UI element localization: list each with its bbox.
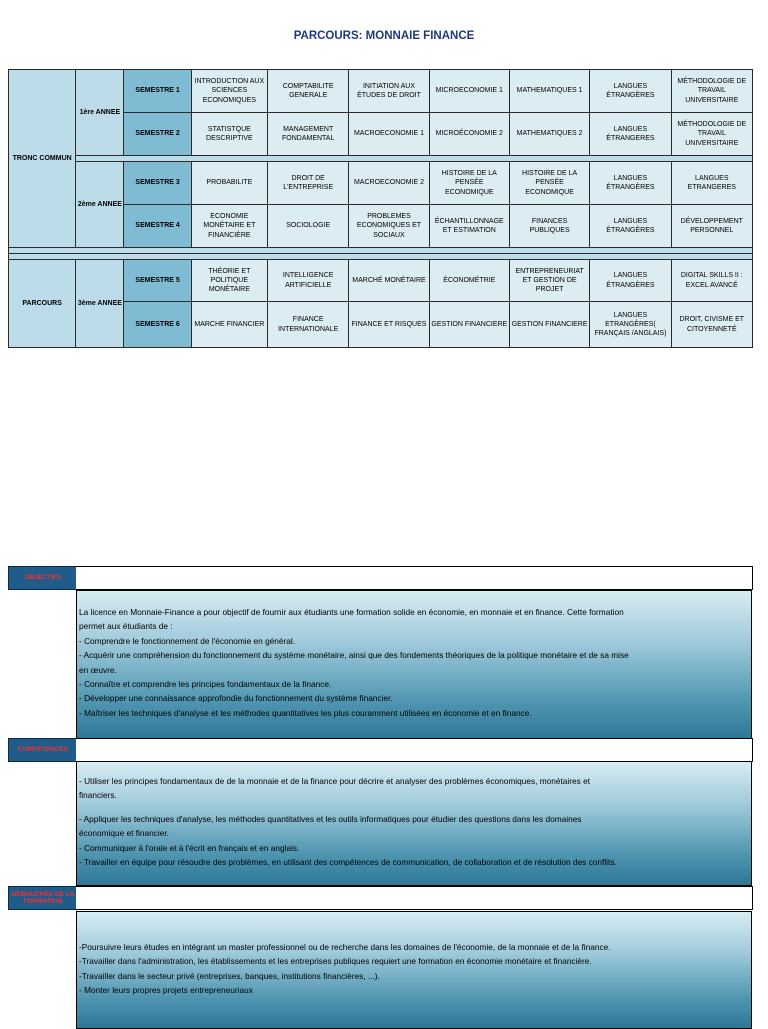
course-cell: COMPTABILITE GENERALE	[268, 70, 349, 113]
course-cell: INTRODUCTION AUX SCIENCES ECONOMIQUES	[191, 70, 267, 113]
debouches-line: -Travailler dans le secteur privé (entreprises, banques, institutions financières, ...).	[79, 970, 380, 981]
bloc-label-tronc: TRONC COMMUN	[9, 70, 76, 248]
competences-line: - Communiquer à l'orale et à l'écrit en français et en anglais.	[79, 842, 300, 853]
objectifs-line: - Connaître et comprendre les principes fondamentaux de la finance.	[79, 679, 332, 690]
course-cell: MÉTHODOLOGIE DE TRAVAIL UNIVERSITAIRE	[671, 70, 752, 113]
objectifs-line: - Acquérir une compréhension du fonctionnement du système monétaire, ainsi que des fondements théoriques de la politique monétaire et de sa mise	[79, 650, 629, 661]
course-cell: GESTION FINANCIERE	[429, 302, 509, 348]
objectifs-line: - Développer une connaissance approfondie du fonctionnement du système financier.	[79, 693, 393, 704]
course-cell: LANGUES ETRANGERES	[671, 162, 752, 205]
course-cell: LANGUES ÉTRANGÈRES	[590, 205, 671, 248]
course-cell: DIGITAL SKILLS II : EXCEL AVANCÉ	[671, 260, 752, 302]
course-cell: THÉORIE ET POLITIQUE MONÉTAIRE	[191, 260, 267, 302]
bloc-label-parcours: PARCOURS	[9, 260, 76, 348]
curriculum-table	[8, 69, 753, 348]
course-cell: ECONOMIE MONÉTAIRE ET FINANCIÈRE	[191, 205, 267, 248]
course-cell: MATHEMATIQUES 2	[509, 113, 589, 156]
semester-label: SEMESTRE 1	[124, 70, 191, 113]
page-title: PARCOURS: MONNAIE FINANCE	[293, 30, 475, 42]
objectifs-label-strip	[76, 566, 753, 590]
competences-box	[76, 761, 752, 886]
objectifs-line: en œuvre.	[79, 664, 117, 675]
course-cell: LANGUES ETRANGÈRES( FRANÇAIS /ANGLAIS)	[590, 302, 671, 348]
course-cell: ENTREPRENEURIAT ET GESTION DE PROJET	[509, 260, 589, 302]
course-cell: MACROECONOMIE 2	[349, 162, 429, 205]
course-cell: ÉCHANTILLONNAGE ET ESTIMATION	[429, 205, 509, 248]
debouches-label: DÉBOUCHÉS DE LA FORMATION	[8, 886, 78, 910]
competences-line: économique et financier.	[79, 828, 169, 839]
debouches-label-strip	[76, 886, 753, 910]
competences-line: - Appliquer les techniques d'analyse, les méthodes quantitatives et les outils informatiques pour étudier des questions dans les domaines	[79, 813, 582, 824]
course-cell: DROIT DE L'ENTREPRISE	[268, 162, 349, 205]
semester-label: SEMESTRE 4	[124, 205, 191, 248]
semester-label: SEMESTRE 5	[124, 260, 191, 302]
table-row	[9, 70, 753, 113]
course-cell: MATHEMATIQUES 1	[509, 70, 589, 113]
objectifs-line: - Maîtriser les techniques d'analyse et les méthodes quantitatives les plus couramment utilisées en économie et en finance.	[79, 707, 532, 718]
course-cell: MICROÉCONOMIE 2	[429, 113, 509, 156]
semester-label: SEMESTRE 2	[124, 113, 191, 156]
course-cell: MARCHÉ MONÉTAIRE	[349, 260, 429, 302]
competences-line: - Utiliser les principes fondamentaux de de la monnaie et de la finance pour décrire et analyser des problèmes économiques, monétaires et	[79, 776, 590, 786]
debouches-line: - Monter leurs propres projets entrepreneuriaux	[79, 985, 253, 996]
course-cell: DROIT, CIVISME ET CITOYENNETÉ	[671, 302, 752, 348]
course-cell: FINANCE ET RISQUES	[349, 302, 429, 348]
course-cell: INTELLIGENCE ARTIFICIELLE	[268, 260, 349, 302]
course-cell: MARCHE FINANCIER	[191, 302, 267, 348]
course-cell: MANAGEMENT FONDAMENTAL	[268, 113, 349, 156]
course-cell: MICROECONOMIE 1	[429, 70, 509, 113]
objectifs-box	[76, 590, 752, 740]
objectifs-line: - Comprendre le fonctionnement de l'économie en général.	[79, 635, 296, 646]
competences-line: - Travailler en équipe pour résoudre des problèmes, en utilisant des compétences de communication, de collaboration et de résolution des conflits.	[79, 857, 617, 868]
debouches-box	[76, 911, 752, 1029]
course-cell: LANGUES ÉTRANGÈRES	[590, 162, 671, 205]
course-cell: MACROECONOMIE 1	[349, 113, 429, 156]
course-cell: STATISTQUE DESCRIPTIVE	[191, 113, 267, 156]
course-cell: HISTOIRE DE LA PENSÉE ECONOMIQUE	[509, 162, 589, 205]
course-cell: INITIATION AUX ÉTUDES DE DROIT	[349, 70, 429, 113]
debouches-line: -Travailler dans l'administration, les établissements et les entreprises publiques requiert une formation en économie monétaire et financière.	[79, 956, 592, 967]
course-cell: SOCIOLOGIE	[268, 205, 349, 248]
objectifs-line: La licence en Monnaie-Finance a pour objectif de fournir aux étudiants une formation solide en économie, en monnaie et en finance. Cette formation	[79, 607, 624, 617]
course-cell: PROBLEMES ECONOMIQUES ET SOCIAUX	[349, 205, 429, 248]
competences-label-strip	[76, 738, 753, 762]
course-cell: HISTOIRE DE LA PENSÉE ECONOMIQUE	[429, 162, 509, 205]
competences-line	[79, 803, 749, 812]
course-cell: MÉTHODOLOGIE DE TRAVAIL UNIVERSITAIRE	[671, 113, 752, 156]
course-cell: LANGUES ÉTRANGÈRES	[590, 70, 671, 113]
annee-label: 3ème ANNEE	[76, 260, 124, 348]
course-cell: FINANCES PUBLIQUES	[509, 205, 589, 248]
objectifs-line: permet aux étudiants de :	[79, 621, 173, 632]
annee-label: 1ère ANNEE	[76, 70, 124, 156]
objectifs-label: OBJECTIFS	[8, 566, 78, 590]
semester-label: SEMESTRE 3	[124, 162, 191, 205]
table-row	[9, 260, 753, 302]
semester-label: SEMESTRE 6	[124, 302, 191, 348]
competences-line: financiers.	[79, 790, 117, 801]
table-row	[9, 162, 753, 205]
course-cell: LANGUES ÉTRANGÈRES	[590, 260, 671, 302]
debouches-line: -Poursuivre leurs études en intégrant un master professionnel ou de recherche dans les domaines de l'économie, de la monnaie et de la finance.	[79, 942, 611, 952]
competences-label: COMPETENCES	[8, 738, 78, 762]
course-cell: ÉCONOMÉTRIE	[429, 260, 509, 302]
course-cell: PROBABILITE	[191, 162, 267, 205]
course-cell: LANGUES ÉTRANGERES	[590, 113, 671, 156]
course-cell: GESTION FINANCIERE	[509, 302, 589, 348]
course-cell: DÉVELOPPEMENT PERSONNEL	[671, 205, 752, 248]
annee-label: 2ème ANNEE	[76, 162, 124, 248]
course-cell: FINANCE INTERNATIONALE	[268, 302, 349, 348]
